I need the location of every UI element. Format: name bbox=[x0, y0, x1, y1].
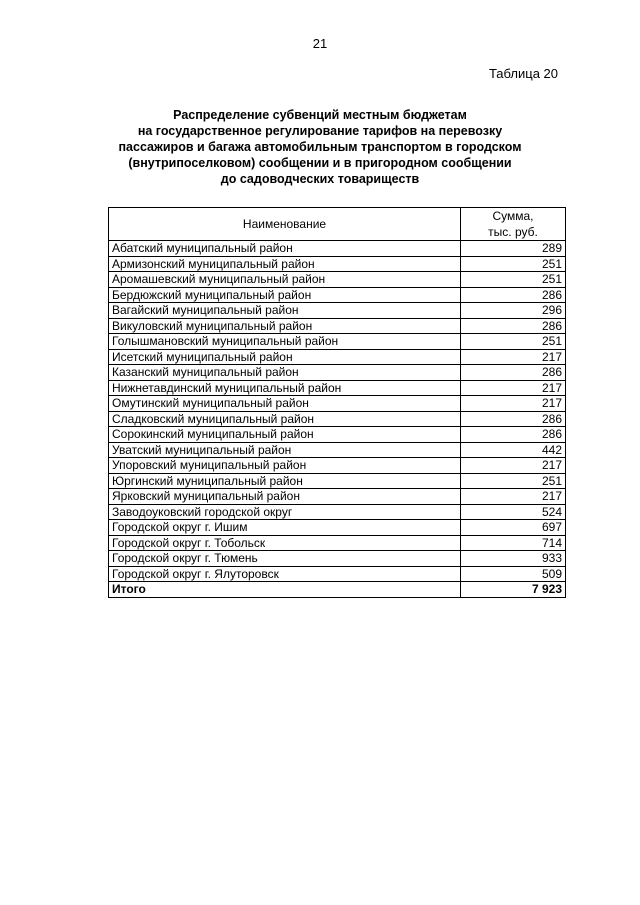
row-value: 714 bbox=[461, 535, 566, 551]
title-line: на государственное регулирование тарифов на перевозку bbox=[137, 124, 503, 138]
row-name: Городской округ г. Тобольск bbox=[109, 535, 461, 551]
page-number: 21 bbox=[312, 36, 328, 51]
total-row bbox=[109, 582, 566, 598]
table-body bbox=[109, 241, 566, 598]
table-row bbox=[109, 396, 566, 412]
table-row bbox=[109, 256, 566, 272]
document-title bbox=[100, 107, 540, 187]
table-label: Таблица 20 bbox=[488, 66, 558, 81]
row-name: Заводоуковский городской округ bbox=[109, 504, 461, 520]
row-value: 286 bbox=[461, 411, 566, 427]
row-name: Аромашевский муниципальный район bbox=[109, 272, 461, 288]
row-name: Казанский муниципальный район bbox=[109, 365, 461, 381]
table-row bbox=[109, 520, 566, 536]
row-value: 217 bbox=[461, 380, 566, 396]
row-value: 524 bbox=[461, 504, 566, 520]
title-line: пассажиров и багажа автомобильным транспортом в городском bbox=[118, 140, 522, 154]
row-name: Городской округ г. Ишим bbox=[109, 520, 461, 536]
row-value: 509 bbox=[461, 566, 566, 582]
row-value: 296 bbox=[461, 303, 566, 319]
row-name: Голышмановский муниципальный район bbox=[109, 334, 461, 350]
header-sum-line2: тыс. руб. bbox=[488, 225, 538, 239]
row-name: Сорокинский муниципальный район bbox=[109, 427, 461, 443]
row-name: Упоровский муниципальный район bbox=[109, 458, 461, 474]
subvention-table bbox=[108, 207, 566, 598]
row-value: 286 bbox=[461, 287, 566, 303]
row-name: Городской округ г. Тюмень bbox=[109, 551, 461, 567]
table-row bbox=[109, 349, 566, 365]
row-value: 286 bbox=[461, 427, 566, 443]
row-name: Городской округ г. Ялуторовск bbox=[109, 566, 461, 582]
table-row bbox=[109, 241, 566, 257]
row-name: Омутинский муниципальный район bbox=[109, 396, 461, 412]
table-row bbox=[109, 535, 566, 551]
header-name: Наименование bbox=[109, 208, 461, 241]
table-row bbox=[109, 318, 566, 334]
table-row bbox=[109, 427, 566, 443]
row-value: 251 bbox=[461, 334, 566, 350]
table-row bbox=[109, 411, 566, 427]
row-name: Абатский муниципальный район bbox=[109, 241, 461, 257]
title-line: до садоводческих товариществ bbox=[220, 172, 420, 186]
table-row bbox=[109, 442, 566, 458]
total-value: 7 923 bbox=[461, 582, 566, 598]
row-name: Вагайский муниципальный район bbox=[109, 303, 461, 319]
table-row bbox=[109, 566, 566, 582]
table-row bbox=[109, 473, 566, 489]
row-value: 217 bbox=[461, 489, 566, 505]
row-name: Исетский муниципальный район bbox=[109, 349, 461, 365]
row-name: Армизонский муниципальный район bbox=[109, 256, 461, 272]
title-line: (внутрипоселковом) сообщении и в пригородном сообщении bbox=[128, 156, 512, 170]
row-value: 217 bbox=[461, 458, 566, 474]
row-value: 217 bbox=[461, 349, 566, 365]
table-row bbox=[109, 504, 566, 520]
header-sum-line1: Сумма, bbox=[492, 209, 534, 223]
table-row bbox=[109, 334, 566, 350]
row-value: 697 bbox=[461, 520, 566, 536]
table-row bbox=[109, 489, 566, 505]
table-row bbox=[109, 272, 566, 288]
row-name: Нижнетавдинский муниципальный район bbox=[109, 380, 461, 396]
table-row bbox=[109, 458, 566, 474]
row-value: 286 bbox=[461, 365, 566, 381]
row-value: 286 bbox=[461, 318, 566, 334]
row-name: Сладковский муниципальный район bbox=[109, 411, 461, 427]
row-name: Викуловский муниципальный район bbox=[109, 318, 461, 334]
row-value: 251 bbox=[461, 256, 566, 272]
table-row bbox=[109, 380, 566, 396]
table-header-row bbox=[109, 208, 566, 241]
table-row bbox=[109, 287, 566, 303]
row-name: Бердюжский муниципальный район bbox=[109, 287, 461, 303]
header-sum bbox=[461, 208, 566, 241]
title-line: Распределение субвенций местным бюджетам bbox=[173, 108, 467, 122]
total-label: Итого bbox=[109, 582, 461, 598]
row-value: 251 bbox=[461, 473, 566, 489]
table-row bbox=[109, 551, 566, 567]
row-value: 442 bbox=[461, 442, 566, 458]
row-name: Юргинский муниципальный район bbox=[109, 473, 461, 489]
row-name: Уватский муниципальный район bbox=[109, 442, 461, 458]
row-value: 933 bbox=[461, 551, 566, 567]
row-name: Ярковский муниципальный район bbox=[109, 489, 461, 505]
row-value: 289 bbox=[461, 241, 566, 257]
table-row bbox=[109, 365, 566, 381]
row-value: 217 bbox=[461, 396, 566, 412]
table-row bbox=[109, 303, 566, 319]
row-value: 251 bbox=[461, 272, 566, 288]
